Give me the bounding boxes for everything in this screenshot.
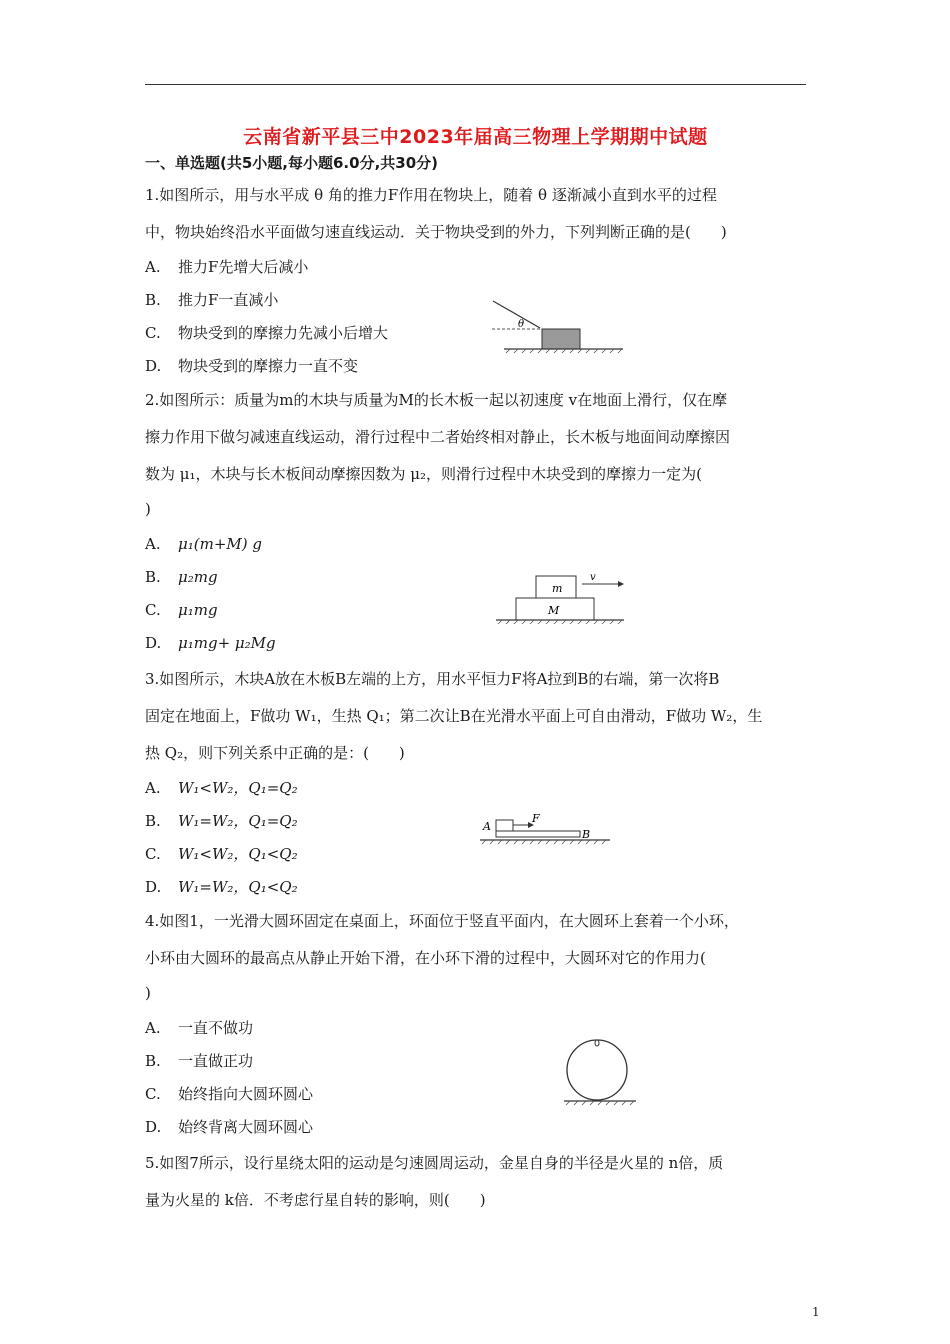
q1-option-b [145,289,278,310]
q1-option-d [145,355,358,376]
option-text: 物块受到的摩擦力一直不变 [178,357,359,375]
q4-option-d [145,1116,313,1137]
option-text: 物块受到的摩擦力先减小后增大 [178,324,389,342]
option-text: μ₁mg [178,601,218,619]
option-label: C. [145,601,161,619]
velocity-label: v [590,572,596,583]
option-label: B. [145,291,161,309]
block-a-label: A [483,820,491,833]
q5-line-2: 量为火星的 k倍．不考虑行星自转的影响，则( ) [145,1191,486,1209]
option-text: μ₂mg [178,568,218,586]
q3-option-c [145,843,298,864]
q2-option-a [145,535,262,553]
q1-line-1: 1.如图所示，用与水平成 θ 角的推力F作用在物块上，随着 θ 逐渐减小直到水平的过程 [145,186,717,204]
option-label: B. [145,568,161,586]
q2-option-d [145,634,276,652]
q4-line-3: ) [145,984,151,1002]
q3-option-d [145,876,298,897]
option-label: C. [145,324,161,342]
q3-option-b [145,810,298,831]
top-rule [145,84,806,85]
option-label: C. [145,1085,161,1103]
q5-line-1: 5.如图7所示，设行星绕太阳的运动是匀速圆周运动，金星自身的半径是火星的 n倍，质 [145,1154,724,1172]
option-text: μ₁(m+M) g [178,535,262,553]
velocity-arrowhead [618,581,624,587]
q3-line-3: 热 Q₂，则下列关系中正确的是：( ) [145,744,405,762]
q3-line-2: 固定在地面上，F做功 W₁，生热 Q₁；第二次让B在光滑水平面上可自由滑动，F做功 W₂，生 [145,707,763,725]
q2-figure [494,570,628,630]
option-text: W₁=W₂，Q₁<Q₂ [178,878,298,896]
theta-label: θ [518,319,525,330]
option-label: B. [145,812,161,830]
option-text: 推力F先增大后减小 [178,258,309,276]
option-text: 始终指向大圆环圆心 [178,1085,314,1103]
small-ring [595,1040,599,1046]
q4-option-a [145,1017,253,1038]
option-text: 一直做正功 [178,1052,254,1070]
option-text: W₁<W₂，Q₁=Q₂ [178,779,298,797]
q4-line-1: 4.如图1，一光滑大圆环固定在桌面上，环面位于竖直平面内，在大圆环上套着一个小环， [145,912,739,930]
document-title: 云南省新平县三中2023年届高三物理上学期期中试题 [243,126,708,148]
q1-line-2: 中，物块始终沿水平面做匀速直线运动．关于物块受到的外力，下列判断正确的是( ) [145,223,727,241]
option-text: 一直不做功 [178,1019,254,1037]
option-label: D. [145,357,162,375]
block-a [496,820,513,831]
option-label: A. [145,779,161,797]
q3-line-1: 3.如图所示，木块A放在木板B左端的上方，用水平恒力F将A拉到B的右端，第一次将B [145,670,720,688]
q3-option-a [145,777,298,798]
q3-figure [478,810,614,846]
block [542,329,580,349]
large-ring [567,1040,627,1100]
q1-option-c [145,322,388,343]
board-b [496,831,580,837]
section-heading: 一、单选题(共5小题,每小题6.0分,共30分) [145,154,438,172]
q4-option-c [145,1083,313,1104]
q2-line-4: ) [145,500,151,518]
option-label: C. [145,845,161,863]
board-b-label: B [582,828,591,841]
option-text: μ₁mg+ μ₂Mg [178,634,276,652]
block-m-label: m [552,582,563,595]
q2-option-c [145,601,218,619]
option-label: D. [145,634,162,652]
q2-line-3: 数为 μ₁，木块与长木板间动摩擦因数为 μ₂，则滑行过程中木块受到的摩擦力一定为( [145,465,702,483]
option-text: 始终背离大圆环圆心 [178,1118,314,1136]
q2-line-2: 擦力作用下做匀减速直线运动，滑行过程中二者始终相对静止，长木板与地面间动摩擦因 [145,428,731,446]
q4-figure [560,1036,640,1110]
q4-line-2: 小环由大圆环的最高点从静止开始下滑，在小环下滑的过程中，大圆环对它的作用力( [145,949,706,967]
option-label: B. [145,1052,161,1070]
option-label: A. [145,1019,161,1037]
q2-option-b [145,568,218,586]
option-label: A. [145,258,161,276]
board-M-label: M [548,604,560,617]
option-text: W₁=W₂，Q₁=Q₂ [178,812,298,830]
force-label: F [532,812,540,825]
q1-option-a [145,256,308,277]
option-label: D. [145,1118,162,1136]
option-label: D. [145,878,162,896]
q2-line-1: 2.如图所示：质量为m的木块与质量为M的长木板一起以初速度 v在地面上滑行，仅在摩 [145,391,728,409]
page-number: 1 [812,1305,820,1319]
option-text: 推力F一直减小 [178,291,279,309]
ground-hatching [506,349,622,353]
q4-option-b [145,1050,253,1071]
push-force-line [493,301,540,328]
option-text: W₁<W₂，Q₁<Q₂ [178,845,298,863]
option-label: A. [145,535,161,553]
q1-figure [488,296,628,356]
